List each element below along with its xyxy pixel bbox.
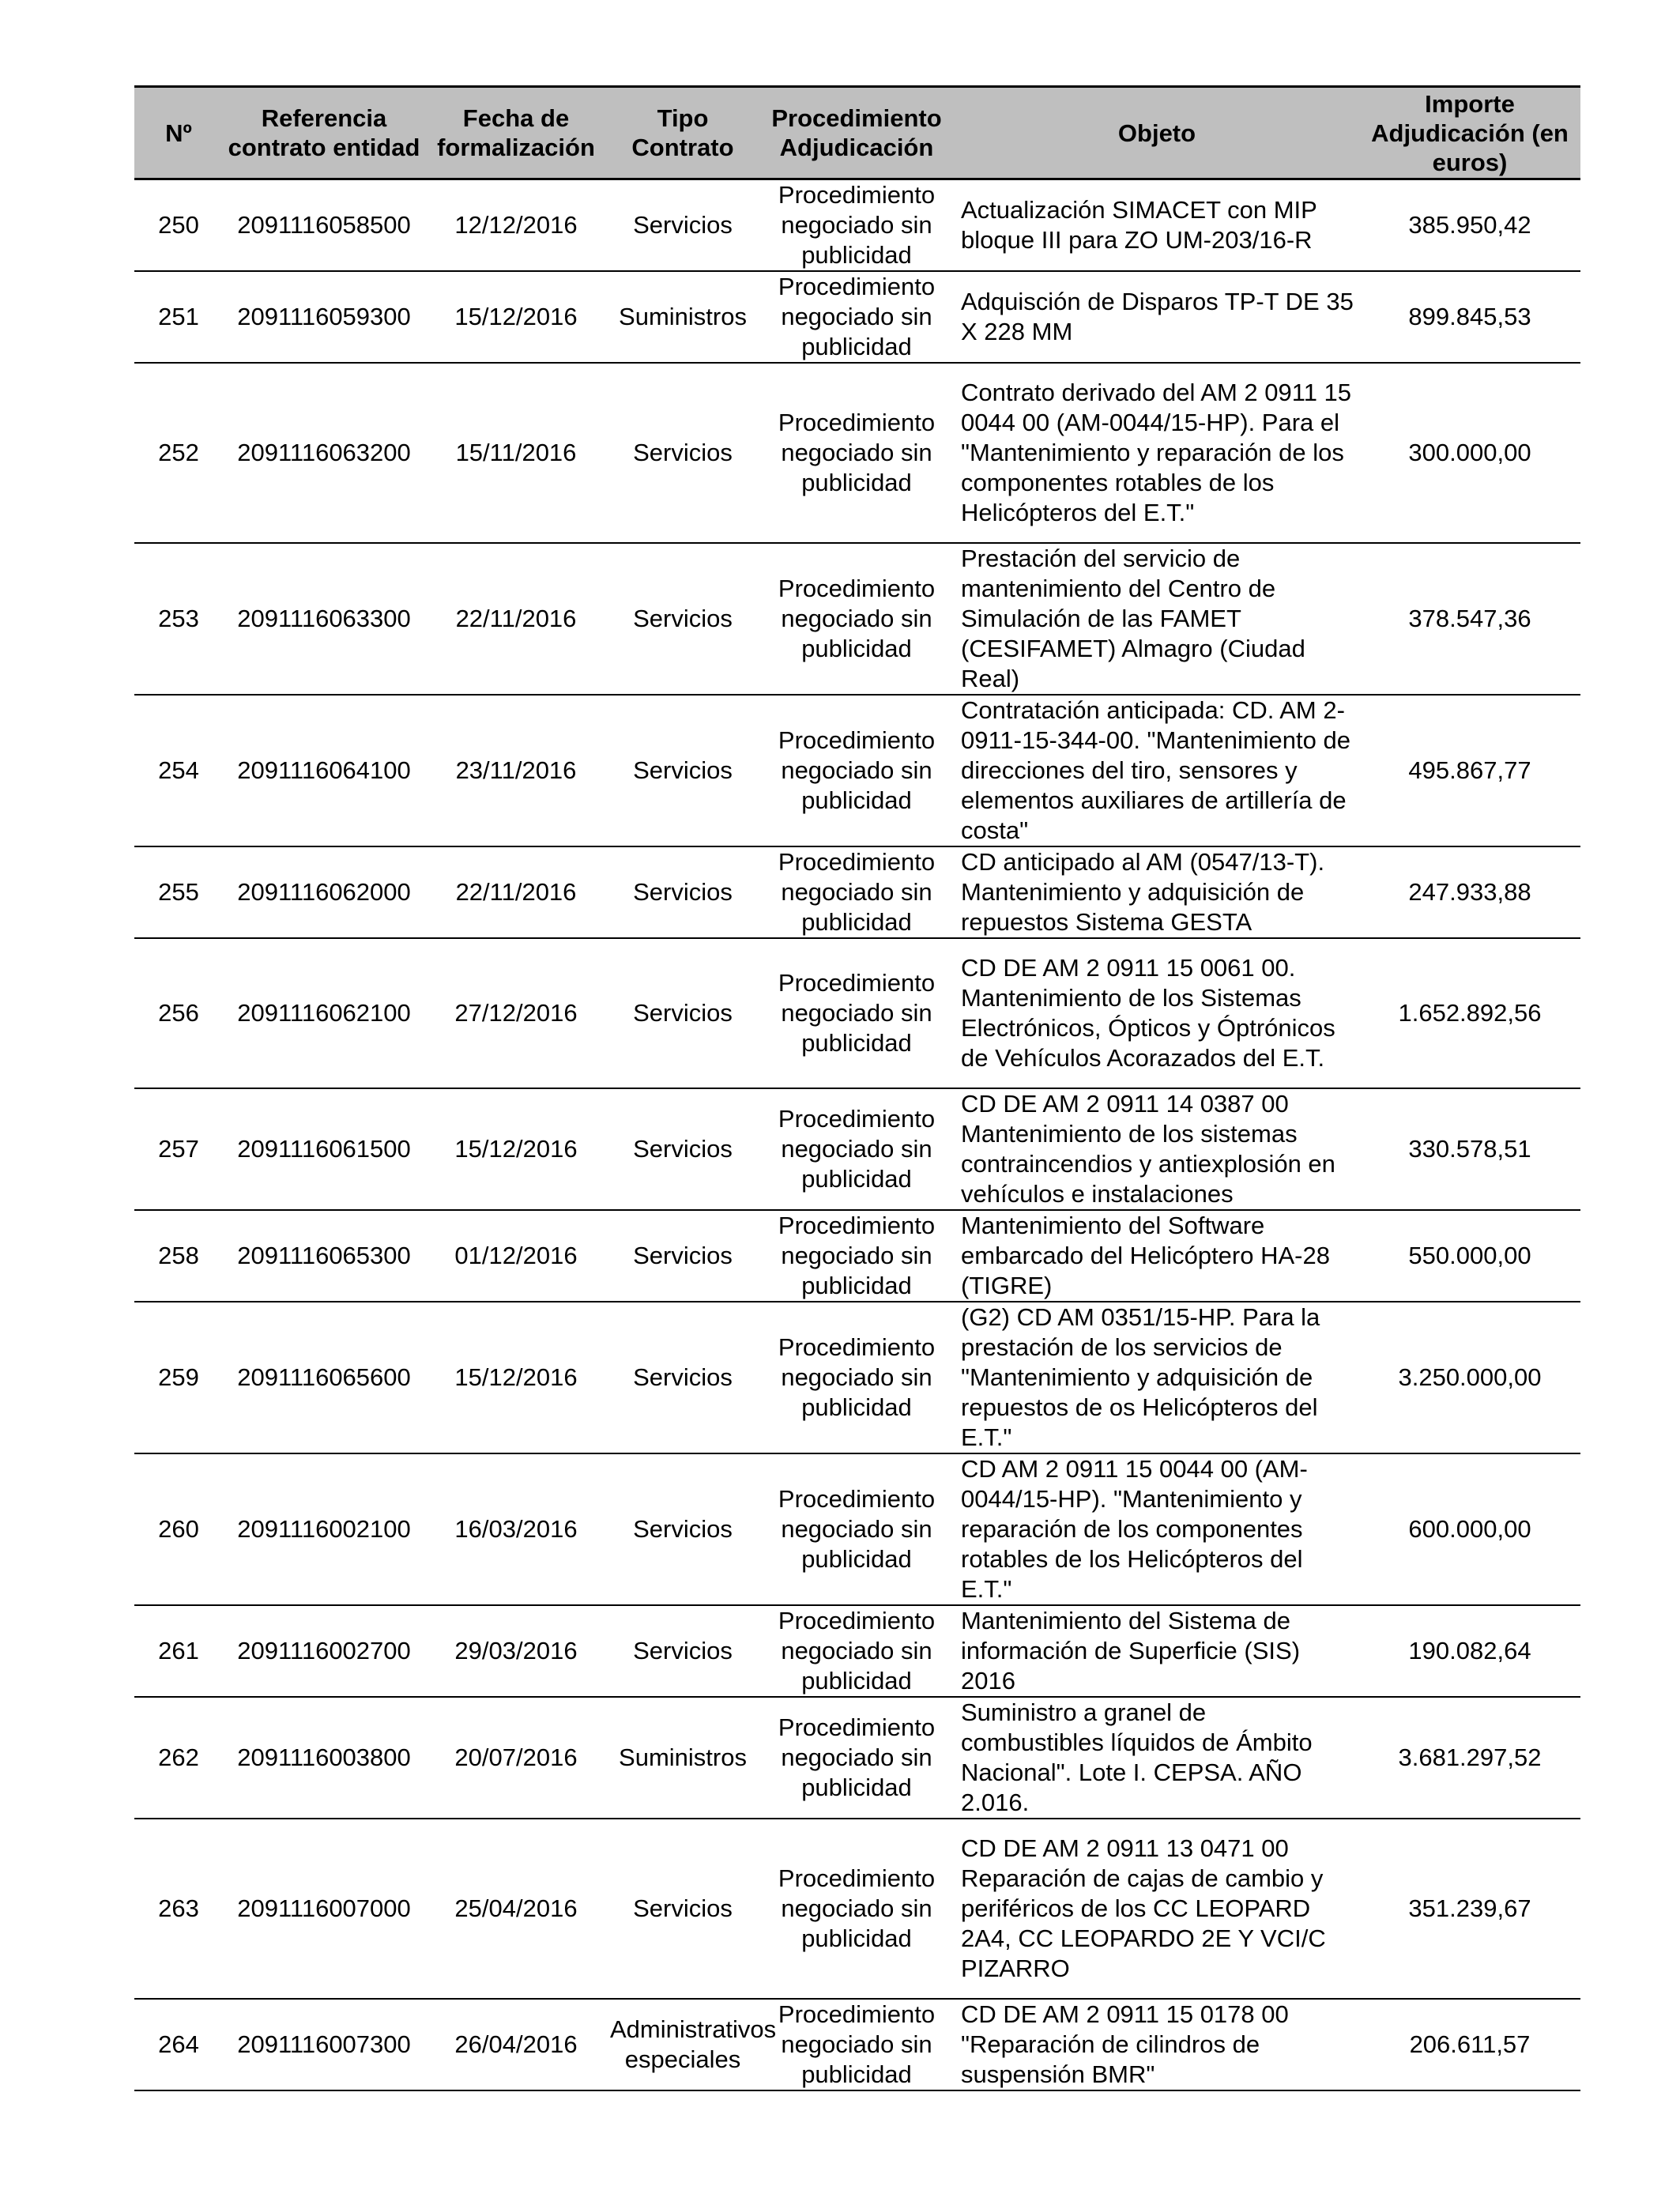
cell-no: 250 — [134, 179, 223, 272]
cell-fecha: 15/12/2016 — [425, 1302, 607, 1453]
cell-fecha: 22/11/2016 — [425, 846, 607, 938]
cell-tipo: Servicios — [607, 1453, 759, 1605]
cell-importe: 3.681.297,52 — [1359, 1697, 1580, 1819]
cell-objeto: Actualización SIMACET con MIP bloque III para ZO UM-203/16-R — [955, 179, 1359, 272]
cell-objeto: CD AM 2 0911 15 0044 00 (AM-0044/15-HP). "Mantenimiento y reparación de los componentes rotables de los Helicópteros del E.T." — [955, 1453, 1359, 1605]
header-tipo: Tipo Contrato — [607, 87, 759, 179]
table-row — [134, 1999, 1580, 2090]
contracts-table — [134, 85, 1580, 2091]
cell-importe: 206.611,57 — [1359, 1999, 1580, 2090]
cell-referencia: 2091116064100 — [223, 695, 425, 846]
cell-fecha: 12/12/2016 — [425, 179, 607, 272]
cell-procedimiento: Procedimiento negociado sin publicidad — [759, 363, 955, 543]
cell-objeto: Mantenimiento del Software embarcado del Helicóptero HA-28 (TIGRE) — [955, 1210, 1359, 1302]
cell-fecha: 29/03/2016 — [425, 1605, 607, 1697]
table-row — [134, 1697, 1580, 1819]
cell-importe: 300.000,00 — [1359, 363, 1580, 543]
cell-referencia: 2091116065300 — [223, 1210, 425, 1302]
cell-objeto: CD DE AM 2 0911 13 0471 00 Reparación de cajas de cambio y periféricos de los CC LEOPARD 2A4, CC LEOPARDO 2E Y VCI/C PIZARRO — [955, 1819, 1359, 1999]
table-row — [134, 271, 1580, 363]
cell-importe: 351.239,67 — [1359, 1819, 1580, 1999]
cell-procedimiento: Procedimiento negociado sin publicidad — [759, 846, 955, 938]
cell-importe: 1.652.892,56 — [1359, 938, 1580, 1088]
cell-referencia: 2091116007300 — [223, 1999, 425, 2090]
cell-no: 254 — [134, 695, 223, 846]
cell-objeto: Prestación del servicio de mantenimiento del Centro de Simulación de las FAMET (CESIFAMET) Almagro (Ciudad Real) — [955, 543, 1359, 695]
cell-objeto: Contratación anticipada: CD. AM 2-0911-15-344-00. "Mantenimiento de direcciones del tiro, sensores y elementos auxiliares de artillería de costa" — [955, 695, 1359, 846]
cell-tipo: Servicios — [607, 179, 759, 272]
cell-no: 253 — [134, 543, 223, 695]
cell-tipo: Servicios — [607, 938, 759, 1088]
cell-objeto: CD DE AM 2 0911 14 0387 00 Mantenimiento de los sistemas contraincendios y antiexplosión en vehículos e instalaciones — [955, 1088, 1359, 1210]
cell-importe: 190.082,64 — [1359, 1605, 1580, 1697]
table-row — [134, 1210, 1580, 1302]
table-row — [134, 543, 1580, 695]
cell-tipo: Suministros — [607, 271, 759, 363]
cell-importe: 247.933,88 — [1359, 846, 1580, 938]
header-referencia: Referencia contrato entidad — [223, 87, 425, 179]
header-fecha: Fecha de formalización — [425, 87, 607, 179]
cell-tipo: Servicios — [607, 1819, 759, 1999]
cell-tipo: Administrativos especiales — [607, 1999, 759, 2090]
table-row — [134, 1605, 1580, 1697]
cell-tipo: Servicios — [607, 1088, 759, 1210]
cell-fecha: 15/12/2016 — [425, 1088, 607, 1210]
cell-importe: 330.578,51 — [1359, 1088, 1580, 1210]
cell-no: 264 — [134, 1999, 223, 2090]
table-row — [134, 938, 1580, 1088]
table-header-row — [134, 87, 1580, 179]
table-row — [134, 1453, 1580, 1605]
header-importe: Importe Adjudicación (en euros) — [1359, 87, 1580, 179]
cell-tipo: Servicios — [607, 695, 759, 846]
table-row — [134, 1819, 1580, 1999]
cell-objeto: Adquisción de Disparos TP-T DE 35 X 228 MM — [955, 271, 1359, 363]
cell-objeto: Contrato derivado del AM 2 0911 15 0044 00 (AM-0044/15-HP). Para el "Mantenimiento y reparación de los componentes rotables de los Helicópteros del E.T." — [955, 363, 1359, 543]
cell-no: 259 — [134, 1302, 223, 1453]
cell-importe: 3.250.000,00 — [1359, 1302, 1580, 1453]
cell-objeto: (G2) CD AM 0351/15-HP. Para la prestación de los servicios de "Mantenimiento y adquisición de repuestos de os Helicópteros del E.T." — [955, 1302, 1359, 1453]
cell-tipo: Servicios — [607, 1605, 759, 1697]
cell-objeto: CD DE AM 2 0911 15 0178 00 "Reparación de cilindros de suspensión BMR" — [955, 1999, 1359, 2090]
cell-fecha: 01/12/2016 — [425, 1210, 607, 1302]
cell-fecha: 15/12/2016 — [425, 271, 607, 363]
cell-fecha: 26/04/2016 — [425, 1999, 607, 2090]
table-row — [134, 695, 1580, 846]
cell-referencia: 2091116002700 — [223, 1605, 425, 1697]
table-row — [134, 179, 1580, 272]
cell-procedimiento: Procedimiento negociado sin publicidad — [759, 695, 955, 846]
cell-procedimiento: Procedimiento negociado sin publicidad — [759, 543, 955, 695]
cell-no: 262 — [134, 1697, 223, 1819]
cell-objeto: CD DE AM 2 0911 15 0061 00. Mantenimiento de los Sistemas Electrónicos, Ópticos y Óptrónicos de Vehículos Acorazados del E.T. — [955, 938, 1359, 1088]
cell-importe: 495.867,77 — [1359, 695, 1580, 846]
cell-procedimiento: Procedimiento negociado sin publicidad — [759, 1819, 955, 1999]
cell-no: 260 — [134, 1453, 223, 1605]
cell-fecha: 27/12/2016 — [425, 938, 607, 1088]
cell-no: 255 — [134, 846, 223, 938]
cell-procedimiento: Procedimiento negociado sin publicidad — [759, 1453, 955, 1605]
cell-referencia: 2091116058500 — [223, 179, 425, 272]
cell-fecha: 23/11/2016 — [425, 695, 607, 846]
cell-no: 263 — [134, 1819, 223, 1999]
table-row — [134, 363, 1580, 543]
table-row — [134, 1302, 1580, 1453]
cell-procedimiento: Procedimiento negociado sin publicidad — [759, 1210, 955, 1302]
cell-fecha: 22/11/2016 — [425, 543, 607, 695]
cell-referencia: 2091116063200 — [223, 363, 425, 543]
cell-referencia: 2091116007000 — [223, 1819, 425, 1999]
cell-procedimiento: Procedimiento negociado sin publicidad — [759, 271, 955, 363]
cell-procedimiento: Procedimiento negociado sin publicidad — [759, 1697, 955, 1819]
cell-fecha: 15/11/2016 — [425, 363, 607, 543]
cell-no: 261 — [134, 1605, 223, 1697]
cell-procedimiento: Procedimiento negociado sin publicidad — [759, 1605, 955, 1697]
contracts-table-container — [134, 85, 1580, 2091]
cell-objeto: CD anticipado al AM (0547/13-T). Mantenimiento y adquisición de repuestos Sistema GESTA — [955, 846, 1359, 938]
table-row — [134, 846, 1580, 938]
cell-procedimiento: Procedimiento negociado sin publicidad — [759, 1088, 955, 1210]
header-no: Nº — [134, 87, 223, 179]
cell-procedimiento: Procedimiento negociado sin publicidad — [759, 179, 955, 272]
cell-tipo: Servicios — [607, 1210, 759, 1302]
cell-referencia: 2091116002100 — [223, 1453, 425, 1605]
cell-referencia: 2091116003800 — [223, 1697, 425, 1819]
cell-tipo: Servicios — [607, 543, 759, 695]
cell-importe: 600.000,00 — [1359, 1453, 1580, 1605]
header-objeto: Objeto — [955, 87, 1359, 179]
cell-importe: 899.845,53 — [1359, 271, 1580, 363]
table-row — [134, 1088, 1580, 1210]
cell-tipo: Suministros — [607, 1697, 759, 1819]
cell-tipo: Servicios — [607, 846, 759, 938]
cell-referencia: 2091116059300 — [223, 271, 425, 363]
cell-referencia: 2091116065600 — [223, 1302, 425, 1453]
cell-no: 257 — [134, 1088, 223, 1210]
cell-referencia: 2091116062100 — [223, 938, 425, 1088]
cell-fecha: 25/04/2016 — [425, 1819, 607, 1999]
cell-no: 252 — [134, 363, 223, 543]
cell-no: 258 — [134, 1210, 223, 1302]
cell-fecha: 16/03/2016 — [425, 1453, 607, 1605]
cell-no: 256 — [134, 938, 223, 1088]
cell-objeto: Suministro a granel de combustibles líquidos de Ámbito Nacional". Lote I. CEPSA. AÑO 2.016. — [955, 1697, 1359, 1819]
cell-importe: 550.000,00 — [1359, 1210, 1580, 1302]
cell-importe: 385.950,42 — [1359, 179, 1580, 272]
cell-referencia: 2091116063300 — [223, 543, 425, 695]
cell-procedimiento: Procedimiento negociado sin publicidad — [759, 938, 955, 1088]
cell-objeto: Mantenimiento del Sistema de información de Superficie (SIS) 2016 — [955, 1605, 1359, 1697]
cell-procedimiento: Procedimiento negociado sin publicidad — [759, 1999, 955, 2090]
cell-no: 251 — [134, 271, 223, 363]
cell-referencia: 2091116062000 — [223, 846, 425, 938]
cell-importe: 378.547,36 — [1359, 543, 1580, 695]
cell-tipo: Servicios — [607, 363, 759, 543]
cell-fecha: 20/07/2016 — [425, 1697, 607, 1819]
header-procedimiento: Procedimiento Adjudicación — [759, 87, 955, 179]
cell-tipo: Servicios — [607, 1302, 759, 1453]
cell-referencia: 2091116061500 — [223, 1088, 425, 1210]
cell-procedimiento: Procedimiento negociado sin publicidad — [759, 1302, 955, 1453]
